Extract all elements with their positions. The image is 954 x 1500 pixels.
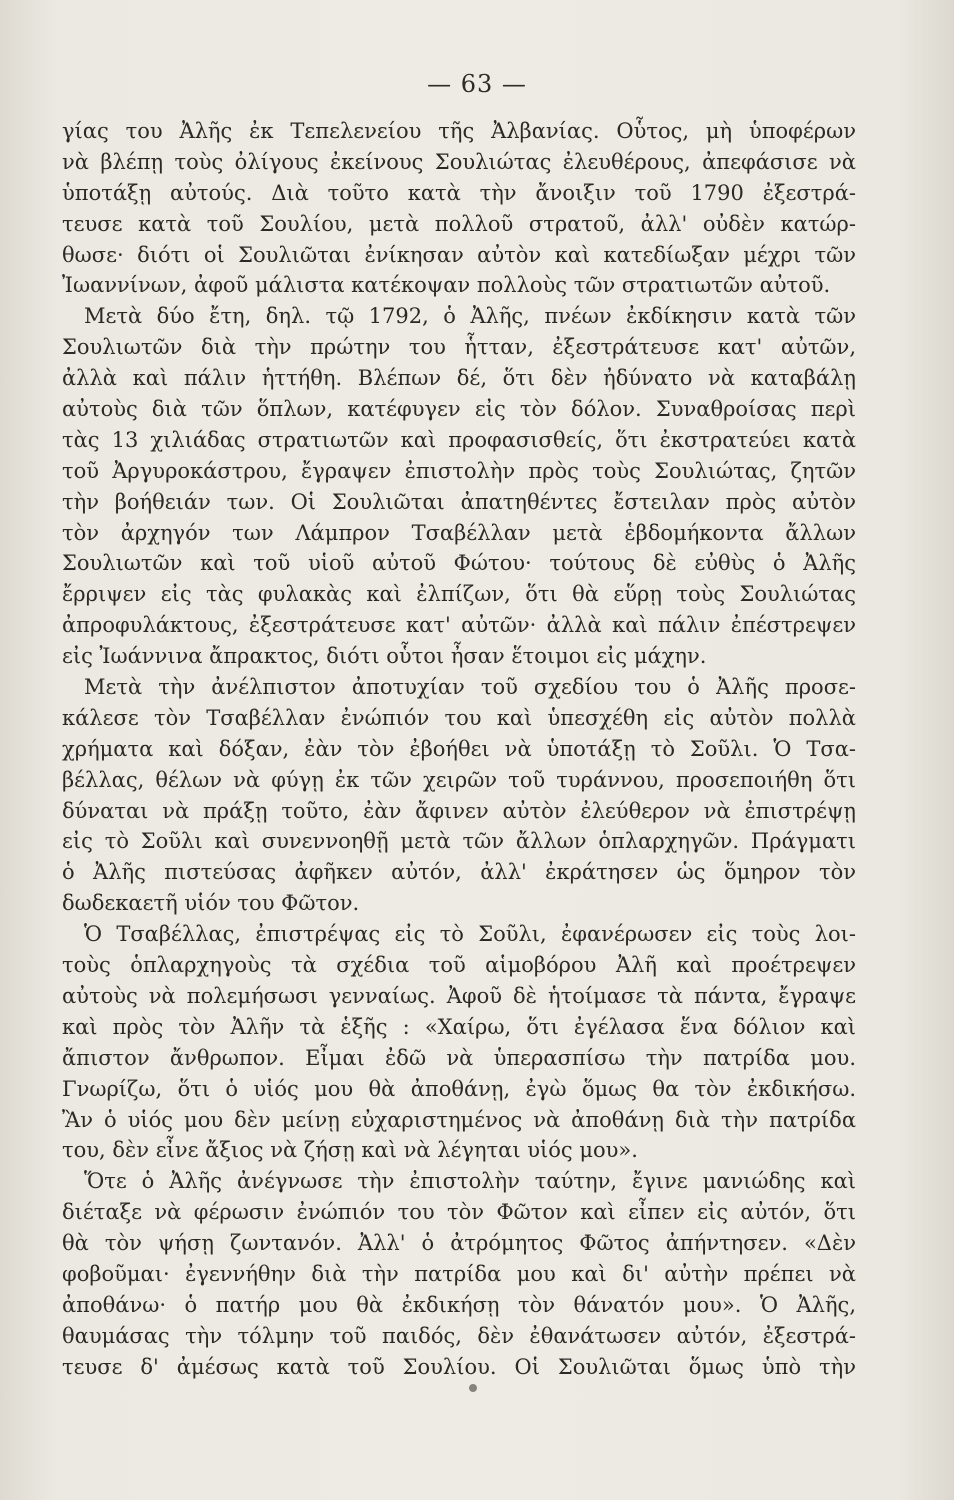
text-line: θαυμάσας τὴν τόλμην τοῦ παιδός, δὲν ἐθανάτωσεν αὐτόν, ἐξεστρά-	[62, 1323, 856, 1348]
text-line: Ὁ Τσαβέλλας, ἐπιστρέψας εἰς τὸ Σοῦλι, ἐφανέρωσεν εἰς τοὺς λοι-	[84, 922, 856, 947]
text-line: κάλεσε τὸν Τσαβέλλαν ἐνώπιόν του καὶ ὑπεσχέθη εἰς αὐτὸν πολλὰ	[62, 705, 856, 730]
text-line: εἰς τὸ Σοῦλι καὶ συνεννοηθῇ μετὰ τῶν ἄλλων ὁπλαρχηγῶν. Πράγματι	[62, 829, 856, 854]
text-line: αὐτοὺς διὰ τῶν ὅπλων, κατέφυγεν εἰς τὸν δόλον. Συναθροίσας περὶ	[62, 397, 856, 422]
text-line: νὰ βλέπῃ τοὺς ὀλίγους ἐκείνους Σουλιώτας ἐλευθέρους, ἀπεφάσισε νὰ	[62, 149, 856, 174]
text-line: τὰς 13 χιλιάδας στρατιωτῶν καὶ προφασισθείς, ὅτι ἐκστρατεύει κατὰ	[62, 427, 856, 452]
text-line: ἀλλὰ καὶ πάλιν ἡττήθη. Βλέπων δέ, ὅτι δὲν ἠδύνατο νὰ καταβάλῃ	[62, 366, 856, 391]
text-line: Σουλιωτῶν καὶ τοῦ υἱοῦ αὐτοῦ Φώτου· τούτους δὲ εὐθὺς ὁ Ἀλῆς	[62, 551, 856, 576]
text-line: δωδεκαετῆ υἱόν του Φῶτον.	[62, 891, 360, 916]
text-line: τοὺς ὁπλαρχηγοὺς τὰ σχέδια τοῦ αἱμοβόρου Ἀλῆ καὶ προέτρεψεν	[62, 953, 856, 978]
text-line: δύναται νὰ πράξῃ τοῦτο, ἐὰν ἄφινεν αὐτὸν ἐλεύθερον νὰ ἐπιστρέψῃ	[62, 798, 856, 823]
text-line: Μετὰ δύο ἔτη, δηλ. τῷ 1792, ὁ Ἀλῆς, πνέων ἐκδίκησιν κατὰ τῶν	[84, 304, 856, 329]
text-line: Ἂν ὁ υἱός μου δὲν μείνῃ εὐχαριστημένος νὰ ἀποθάνῃ διὰ τὴν πατρίδα	[62, 1107, 856, 1132]
text-line: θωσε· διότι οἱ Σουλιῶται ἐνίκησαν αὐτὸν καὶ κατεδίωξαν μέχρι τῶν	[62, 242, 856, 267]
text-line: τευσε κατὰ τοῦ Σουλίου, μετὰ πολλοῦ στρατοῦ, ἀλλ' οὐδὲν κατώρ-	[62, 211, 856, 236]
page-number: — 63 —	[427, 70, 527, 98]
text-line: εἰς Ἰωάννινα ἄπρακτος, διότι οὗτοι ἦσαν ἕτοιμοι εἰς μάχην.	[62, 644, 707, 669]
text-line: Μετὰ τὴν ἀνέλπιστον ἀποτυχίαν τοῦ σχεδίου του ὁ Ἀλῆς προσε-	[84, 675, 856, 700]
text-line: Σουλιωτῶν διὰ τὴν πρώτην του ἧτταν, ἐξεστράτευσε κατ' αὐτῶν,	[62, 335, 856, 360]
text-line: ὑποτάξῃ αὐτούς. Διὰ τοῦτο κατὰ τὴν ἄνοιξιν τοῦ 1790 ἐξεστρά-	[62, 180, 856, 205]
text-line: τοῦ Ἀργυροκάστρου, ἔγραψεν ἐπιστολὴν πρὸς τοὺς Σουλιώτας, ζητῶν	[62, 458, 856, 483]
text-line: τὴν βοήθειάν των. Οἱ Σουλιῶται ἀπατηθέντες ἔστειλαν πρὸς αὐτὸν	[62, 489, 856, 514]
text-line: τὸν ἀρχηγόν των Λάμπρον Τσαβέλλαν μετὰ ἑβδομήκοντα ἄλλων	[62, 520, 856, 545]
text-line: καὶ πρὸς τὸν Ἀλῆν τὰ ἑξῆς : «Χαίρω, ὅτι ἐγέλασα ἕνα δόλιον καὶ	[62, 1014, 856, 1039]
text-line: Ἰωαννίνων, ἀφοῦ μάλιστα κατέκοψαν πολλοὺς τῶν στρατιωτῶν αὐτοῦ.	[62, 273, 831, 298]
text-line: γίας του Ἀλῆς ἐκ Τεπελενείου τῆς Ἀλβανίας. Οὗτος, μὴ ὑποφέρων	[62, 119, 856, 143]
text-line: ἀπροφυλάκτους, ἐξεστράτευσε κατ' αὐτῶν· ἀλλὰ καὶ πάλιν ἐπέστρεψεν	[62, 613, 856, 638]
text-line: ἀποθάνω· ὁ πατήρ μου θὰ ἐκδικήσῃ τὸν θάνατόν μου». Ὁ Ἀλῆς,	[62, 1292, 856, 1317]
text-line: αὐτοὺς νὰ πολεμήσωσι γενναίως. Ἀφοῦ δὲ ἡτοίμασε τὰ πάντα, ἔγραψε	[62, 983, 856, 1008]
text-line: Γνωρίζω, ὅτι ὁ υἱός μου θὰ ἀποθάνῃ, ἐγὼ ὅμως θα τὸν ἐκδικήσω.	[62, 1076, 856, 1101]
text-line: ἄπιστον ἄνθρωπον. Εἶμαι ἐδῶ νὰ ὑπερασπίσω τὴν πατρίδα μου.	[62, 1045, 856, 1070]
text-line: ὁ Ἀλῆς πιστεύσας ἀφῆκεν αὐτόν, ἀλλ' ἐκράτησεν ὡς ὅμηρον τὸν	[62, 860, 856, 885]
text-line: Ὅτε ὁ Ἀλῆς ἀνέγνωσε τὴν ἐπιστολὴν ταύτην, ἔγινε μανιώδης καὶ	[84, 1169, 856, 1194]
text-line: τευσε δ' ἀμέσως κατὰ τοῦ Σουλίου. Οἱ Σουλιῶται ὅμως ὑπὸ τὴν	[62, 1354, 856, 1379]
text-line: φοβοῦμαι· ἐγεννήθην διὰ τὴν πατρίδα μου καὶ δι' αὐτὴν πρέπει νὰ	[62, 1261, 856, 1286]
text-line: του, δὲν εἶνε ἄξιος νὰ ζήσῃ καὶ νὰ λέγηται υἱός μου».	[62, 1138, 638, 1163]
text-line: ἔρριψεν εἰς τὰς φυλακὰς καὶ ἐλπίζων, ὅτι θὰ εὕρῃ τοὺς Σουλιώτας	[62, 582, 856, 607]
text-line: θὰ τὸν ψήσῃ ζωντανόν. Ἀλλ' ὁ ἀτρόμητος Φῶτος ἀπήντησεν. «Δὲν	[62, 1231, 856, 1256]
text-line: διέταξε νὰ φέρωσιν ἐνώπιόν του τὸν Φῶτον καὶ εἶπεν εἰς αὐτόν, ὅτι	[62, 1200, 856, 1225]
text-line: χρήματα καὶ δόξαν, ἐὰν τὸν ἐβοήθει νὰ ὑποτάξῃ τὸ Σοῦλι. Ὁ Τσα-	[62, 736, 856, 761]
body-text	[62, 116, 856, 1383]
printer-mark-dot	[469, 1384, 477, 1392]
text-line: βέλλας, θέλων νὰ φύγῃ ἐκ τῶν χειρῶν τοῦ τυράννου, προσεποιήθη ὅτι	[62, 767, 856, 792]
